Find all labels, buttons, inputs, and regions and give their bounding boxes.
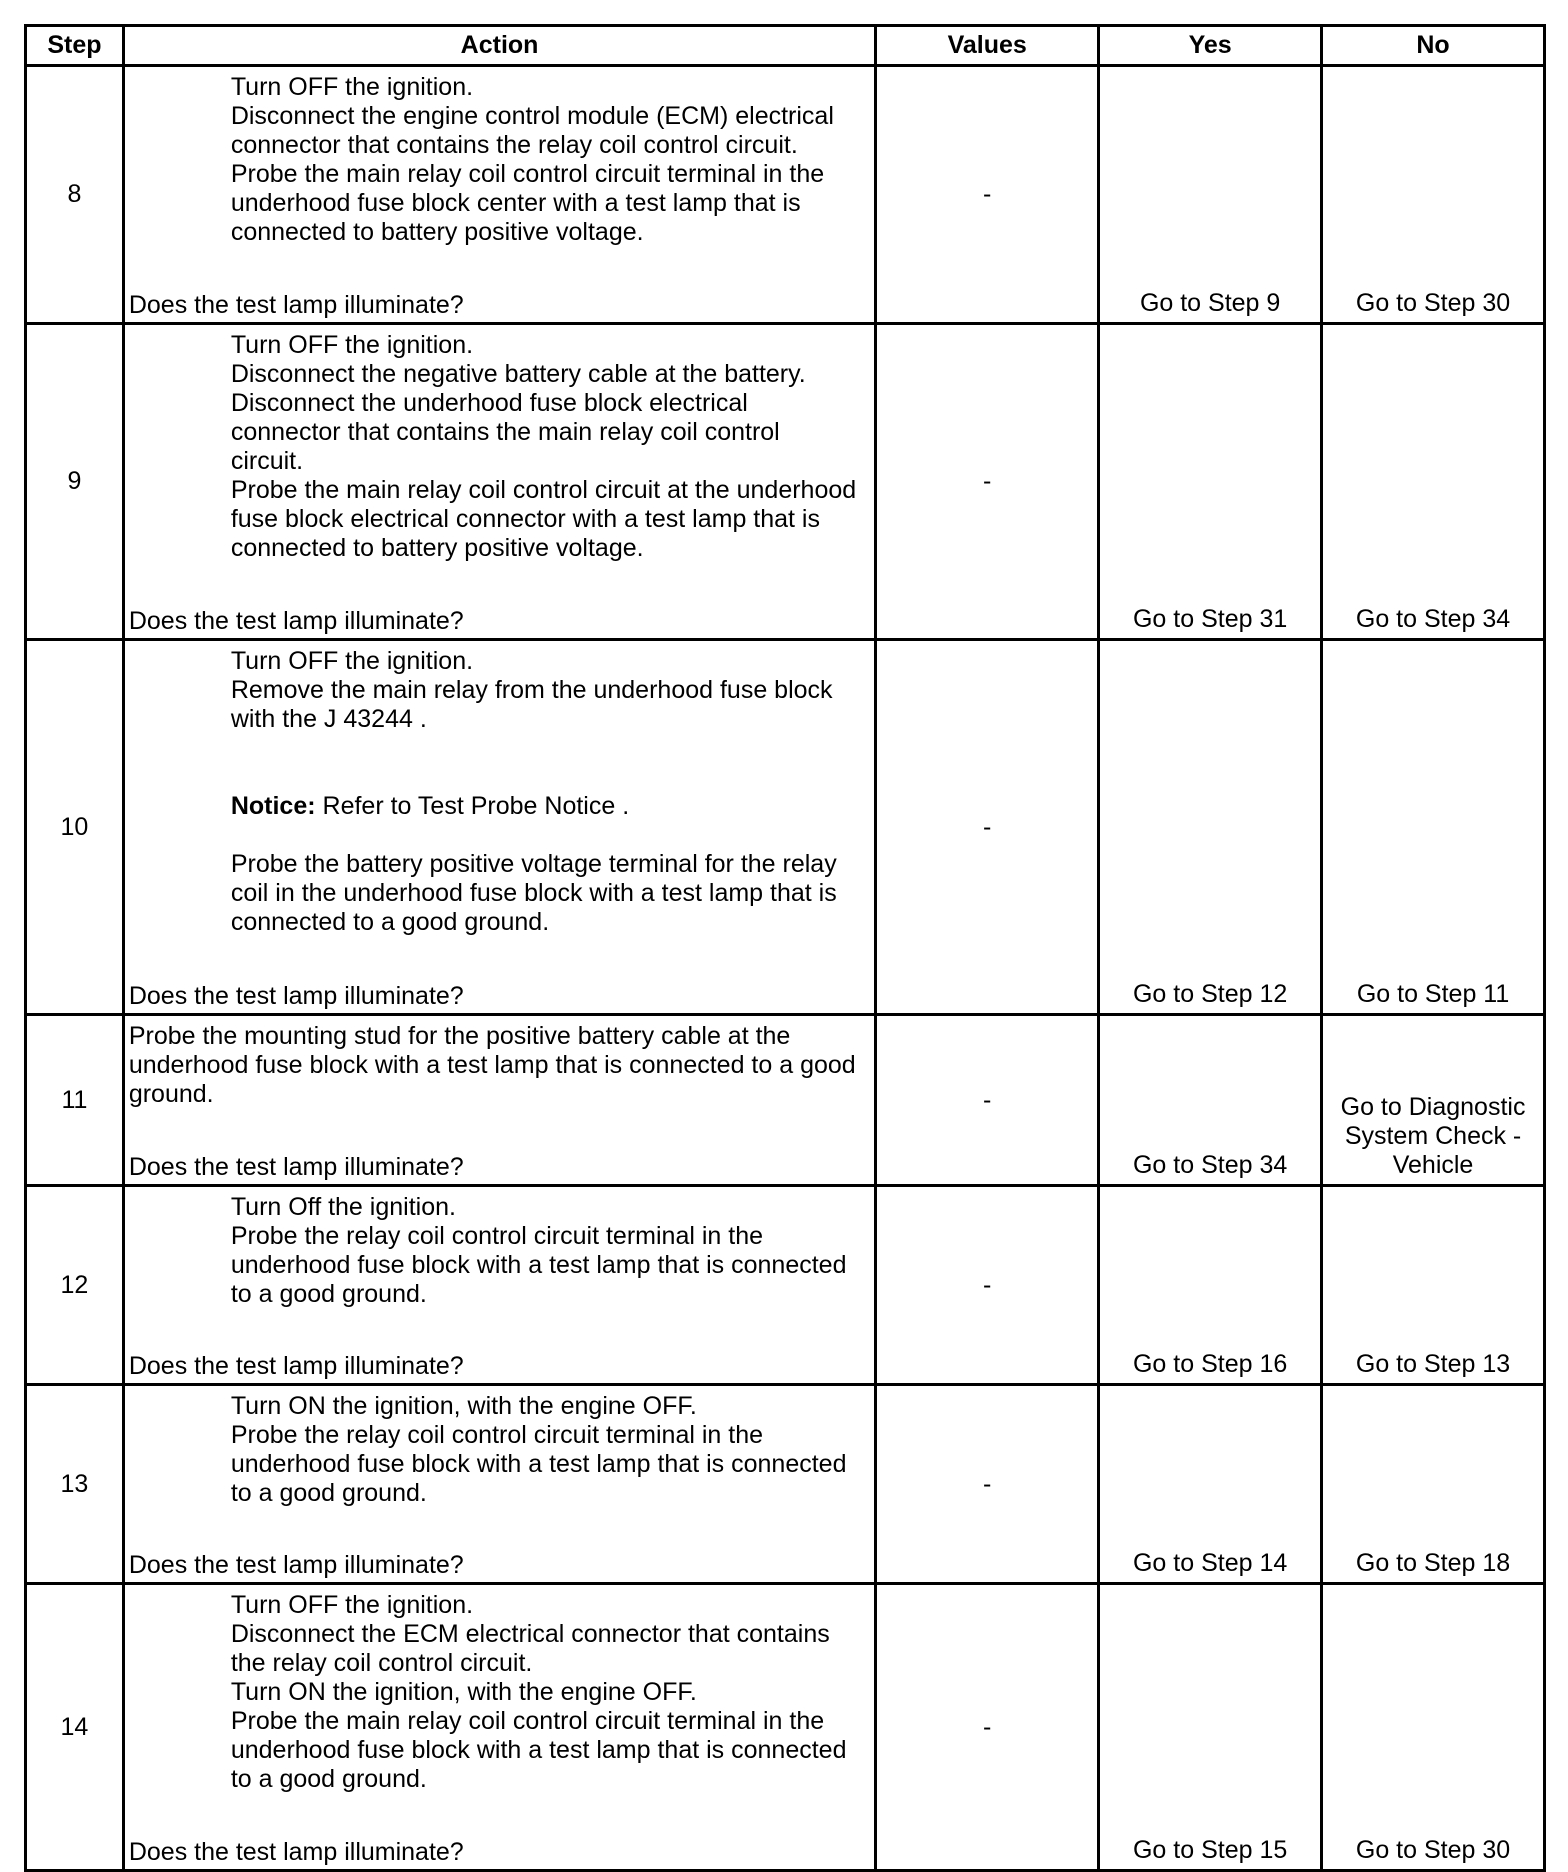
action-line: to a good ground. (230, 1479, 427, 1507)
step-number: 10 (26, 640, 124, 1015)
no-line: System Check - (1344, 1122, 1522, 1150)
yes-cell: Go to Step 9 (1099, 66, 1322, 324)
action-cell (123, 66, 875, 324)
action-cell (123, 1015, 875, 1186)
yes-cell: Go to Step 34 (1099, 1015, 1322, 1186)
action-line: fuse block electrical connector with a test lamp that is (230, 505, 820, 533)
header-values: Values (876, 26, 1099, 66)
action-line: Probe the mounting stud for the positive battery cable at the (128, 1022, 791, 1050)
action-question: Does the test lamp illuminate? (128, 1153, 464, 1181)
table-row (26, 1186, 1545, 1385)
action-cell (123, 1584, 875, 1871)
yes-cell: Go to Step 15 (1099, 1584, 1322, 1871)
action-line: Disconnect the engine control module (ECM) electrical (230, 102, 834, 130)
action-line: Turn Off the ignition. (230, 1193, 456, 1221)
action-cell (123, 640, 875, 1015)
action-line: ground. (128, 1080, 214, 1108)
table-row (26, 1015, 1545, 1186)
step-number: 14 (26, 1584, 124, 1871)
no-line: Vehicle (1392, 1151, 1474, 1179)
values-cell: - (876, 1015, 1099, 1186)
no-cell: Go to Step 18 (1322, 1385, 1545, 1584)
action-line: underhood fuse block with a test lamp that is connected (230, 1251, 847, 1279)
action-line: Probe the relay coil control circuit terminal in the (230, 1421, 764, 1449)
action-line: the relay coil control circuit. (230, 1649, 533, 1677)
values-cell: - (876, 66, 1099, 324)
header-step: Step (26, 26, 124, 66)
action-question: Does the test lamp illuminate? (128, 607, 464, 635)
table-row (26, 1584, 1545, 1871)
no-cell: Go to Step 34 (1322, 324, 1545, 640)
step-number: 11 (26, 1015, 124, 1186)
yes-cell: Go to Step 14 (1099, 1385, 1322, 1584)
header-yes: Yes (1099, 26, 1322, 66)
no-cell: Go to Step 30 (1322, 66, 1545, 324)
step-number: 8 (26, 66, 124, 324)
values-cell: - (876, 1584, 1099, 1871)
action-line: Turn OFF the ignition. (230, 331, 474, 359)
action-question: Does the test lamp illuminate? (128, 291, 464, 319)
action-line: underhood fuse block with a test lamp that is connected to a good (128, 1051, 856, 1079)
action-cell (123, 1385, 875, 1584)
table-row (26, 324, 1545, 640)
header-action: Action (123, 26, 875, 66)
action-line: connector that contains the relay coil control circuit. (230, 131, 798, 159)
action-line: Disconnect the ECM electrical connector that contains (230, 1620, 830, 1648)
values-cell: - (876, 1186, 1099, 1385)
action-line: to a good ground. (230, 1280, 427, 1308)
yes-cell: Go to Step 16 (1099, 1186, 1322, 1385)
diagnostic-table (24, 24, 1546, 1872)
action-line: Turn ON the ignition, with the engine OFF. (230, 1678, 697, 1706)
action-line: underhood fuse block center with a test lamp that is (230, 189, 801, 217)
no-line: Go to Diagnostic (1340, 1093, 1526, 1121)
action-line: connected to battery positive voltage. (230, 218, 644, 246)
no-cell (1322, 1015, 1545, 1186)
action-line: to a good ground. (230, 1765, 427, 1793)
action-cell (123, 1186, 875, 1385)
no-cell: Go to Step 13 (1322, 1186, 1545, 1385)
action-line: Turn OFF the ignition. (230, 73, 474, 101)
action-line: connected to a good ground. (230, 908, 550, 936)
action-line: Disconnect the negative battery cable at the battery. (230, 360, 806, 388)
step-number: 13 (26, 1385, 124, 1584)
values-cell: - (876, 640, 1099, 1015)
action-line: Remove the main relay from the underhood fuse block (230, 676, 833, 704)
yes-cell: Go to Step 12 (1099, 640, 1322, 1015)
action-line: Probe the main relay coil control circuit terminal in the (230, 160, 825, 188)
no-cell: Go to Step 11 (1322, 640, 1545, 1015)
table-row (26, 66, 1545, 324)
action-line: with the J 43244 . (230, 705, 427, 733)
action-line: Turn ON the ignition, with the engine OFF. (230, 1392, 697, 1420)
action-line: underhood fuse block with a test lamp that is connected (230, 1736, 847, 1764)
notice-label: Notice: (230, 792, 316, 820)
action-line: connected to battery positive voltage. (230, 534, 644, 562)
table-row (26, 1385, 1545, 1584)
values-cell: - (876, 1385, 1099, 1584)
yes-cell: Go to Step 31 (1099, 324, 1322, 640)
action-line: Probe the main relay coil control circuit terminal in the (230, 1707, 825, 1735)
header-row (26, 26, 1545, 66)
action-line: Probe the battery positive voltage terminal for the relay (230, 850, 837, 878)
step-number: 12 (26, 1186, 124, 1385)
action-question: Does the test lamp illuminate? (128, 1551, 464, 1579)
action-line: Turn OFF the ignition. (230, 647, 474, 675)
no-cell: Go to Step 30 (1322, 1584, 1545, 1871)
values-cell: - (876, 324, 1099, 640)
action-line: Disconnect the underhood fuse block electrical (230, 389, 748, 417)
action-question: Does the test lamp illuminate? (128, 1352, 464, 1380)
notice-line (231, 792, 870, 821)
header-no: No (1322, 26, 1545, 66)
action-line: underhood fuse block with a test lamp that is connected (230, 1450, 847, 1478)
action-line: connector that contains the main relay coil control (230, 418, 780, 446)
step-number: 9 (26, 324, 124, 640)
notice-text: Refer to Test Probe Notice . (315, 792, 630, 820)
action-line: Turn OFF the ignition. (230, 1591, 474, 1619)
action-question: Does the test lamp illuminate? (128, 1838, 464, 1866)
action-cell (123, 324, 875, 640)
action-line: Probe the main relay coil control circuit at the underhood (230, 476, 857, 504)
action-line: coil in the underhood fuse block with a test lamp that is (230, 879, 837, 907)
action-question: Does the test lamp illuminate? (128, 982, 464, 1010)
action-line: circuit. (230, 447, 304, 475)
table-row (26, 640, 1545, 1015)
action-line: Probe the relay coil control circuit terminal in the (230, 1222, 764, 1250)
